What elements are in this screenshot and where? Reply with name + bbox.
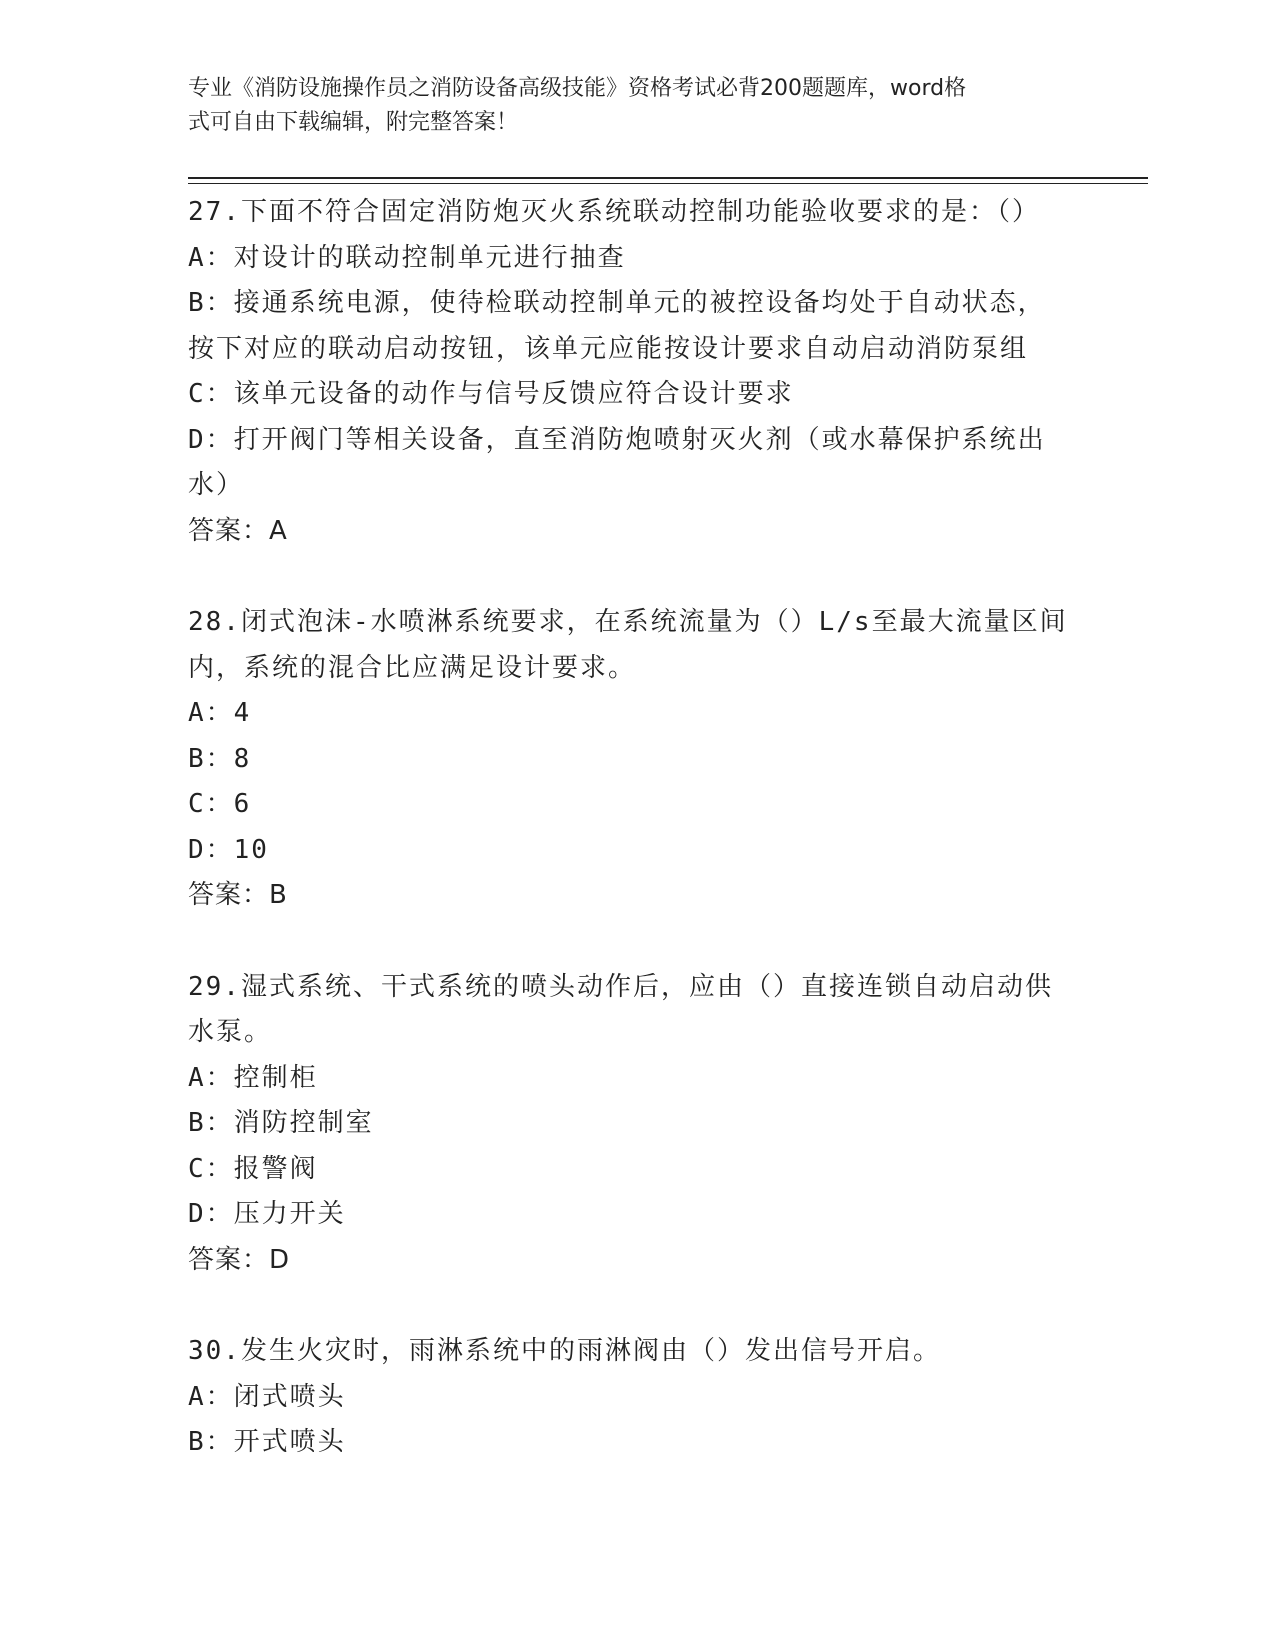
option-line: A：控制柜	[188, 1062, 318, 1093]
option-line: C：该单元设备的动作与信号反馈应符合设计要求	[188, 379, 794, 409]
answer-line: 答案：A	[188, 515, 288, 546]
question-block	[188, 965, 1088, 1330]
option-line: D：10	[188, 834, 269, 865]
question-block	[188, 1329, 1088, 1466]
header-divider-thin	[188, 183, 1148, 184]
option-line: B：8	[188, 743, 252, 774]
question-stem-line: 29.湿式系统、干式系统的喷头动作后，应由（）直接连锁自动启动供	[188, 971, 1053, 1002]
option-line: A：4	[188, 698, 252, 728]
option-line: C：报警阀	[188, 1153, 318, 1184]
option-line: D：压力开关	[188, 1199, 346, 1229]
option-line: 水）	[188, 470, 245, 500]
option-line: B：开式喷头	[188, 1427, 346, 1457]
option-line: B：接通系统电源，使待检联动控制单元的被控设备均处于自动状态，	[188, 288, 1046, 318]
option-line: C：6	[188, 789, 252, 819]
answer-line: 答案：D	[188, 1244, 291, 1275]
question-spacer	[188, 554, 1088, 600]
header-line-1: 专业《消防设施操作员之消防设备高级技能》资格考试必背200题题库，word格	[188, 76, 967, 101]
question-spacer	[188, 1283, 1088, 1329]
question-stem-line: 30.发生火灾时，雨淋系统中的雨淋阀由（）发出信号开启。	[188, 1336, 941, 1366]
question-stem-line: 内，系统的混合比应满足设计要求。	[188, 652, 637, 683]
option-line: 按下对应的联动启动按钮，该单元应能按设计要求自动启动消防泵组	[188, 333, 1029, 364]
document-header	[188, 72, 1068, 140]
option-line: B：消防控制室	[188, 1108, 374, 1138]
header-divider-thick	[188, 177, 1148, 179]
answer-line: 答案：B	[188, 880, 288, 910]
question-list	[188, 190, 1088, 1466]
question-spacer	[188, 919, 1088, 965]
question-stem-line: 27.下面不符合固定消防炮灭火系统联动控制功能验收要求的是：（）	[188, 197, 1040, 227]
question-block	[188, 190, 1088, 600]
header-line-2: 式可自由下载编辑，附完整答案！	[188, 110, 519, 135]
question-stem-line: 28.闭式泡沫-水喷淋系统要求，在系统流量为（）L/s至最大流量区间	[188, 607, 1068, 637]
option-line: D：打开阀门等相关设备，直至消防炮喷射灭火剂（或水幕保护系统出	[188, 424, 1046, 455]
option-line: A：闭式喷头	[188, 1381, 346, 1412]
question-block	[188, 600, 1088, 965]
question-stem-line: 水泵。	[188, 1017, 273, 1047]
option-line: A：对设计的联动控制单元进行抽查	[188, 242, 626, 273]
